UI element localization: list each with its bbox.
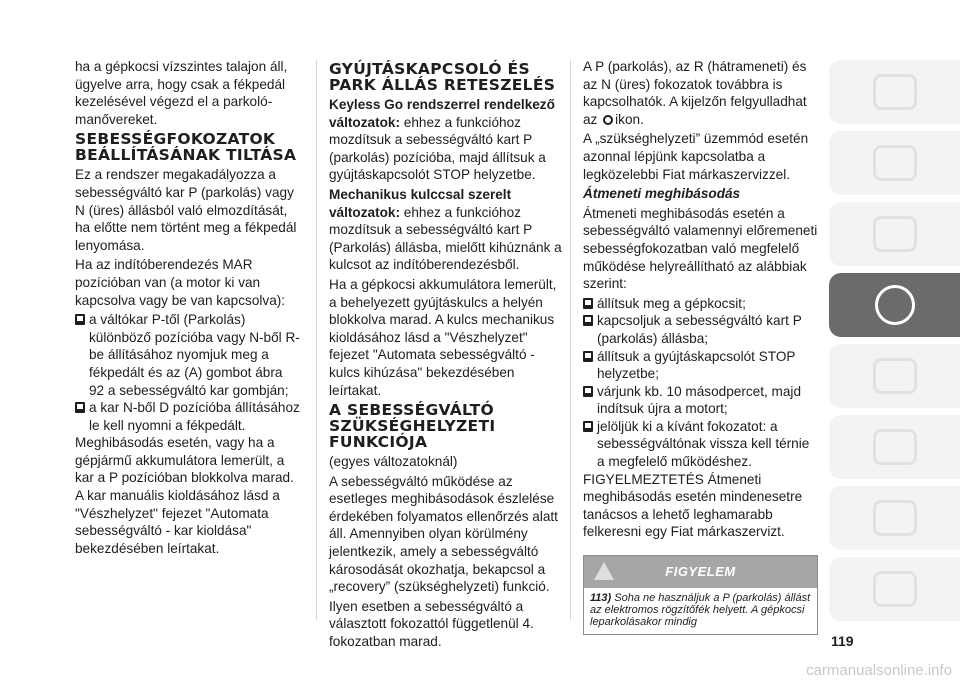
bullet-icon	[583, 386, 593, 397]
bullet-item	[75, 311, 300, 399]
bullet-text: állítsuk meg a gépkocsit;	[597, 295, 746, 311]
chapter-tab-dashboard[interactable]	[829, 60, 960, 124]
chapter-tab-safety[interactable]	[829, 202, 960, 266]
paragraph	[329, 96, 562, 184]
warning-box	[583, 555, 818, 635]
bullet-text: állítsuk a gyújtáskapcsolót STOP helyzetbe;	[597, 348, 796, 382]
bullet-item	[583, 383, 818, 418]
bullet-text: várjunk kb. 10 másodpercet, majd indítsuk újra a motort;	[597, 383, 802, 417]
subheading: Keyless Go rendszerrel rendelkező változatok:	[329, 97, 555, 130]
bullet-item	[583, 348, 818, 383]
chapter-sidebar	[829, 60, 960, 628]
car-icon	[873, 145, 917, 181]
paragraph	[329, 186, 562, 274]
paragraph	[583, 58, 818, 128]
paragraph: Ilyen esetben a sebességváltó a választott fokozattól függetlenül 4. fokozatban marad.	[329, 598, 534, 650]
chapter-tab-emergency[interactable]	[829, 344, 960, 408]
warning-triangle-icon	[594, 562, 614, 580]
chapter-tab-starting-driving[interactable]	[829, 273, 960, 337]
warning-body: Soha ne használjuk a P (parkolás) állást az elektromos rögzítőfék helyett. A gépkocsi leparkolásakor mindig	[590, 592, 811, 629]
bullet-text: a váltókar P-től (Parkolás) különböző pozícióba vagy N-ből R-be állításához nyomjuk meg a fékpedált és az (A) gombot ábra 92 a sebességváltó kar gombján;	[89, 312, 300, 398]
dashboard-icon	[873, 74, 917, 110]
paragraph: A sebességváltó működése az esetleges meghibásodások észlelése érdekében folyamatos ellenőrzés alatt áll. Amennyiben olyan körülmény jelentkezik, amely a sebességváltó károsodását okozhatja, bekapcsol a „recovery” (szükséghelyzeti) funkció.	[329, 473, 558, 595]
paragraph: Ha az indítóberendezés MAR pozícióban van (a motor ki van kapcsolva vagy be van kapcsolva):	[75, 257, 286, 308]
alphabet-index-icon	[873, 571, 917, 607]
chapter-tab-index[interactable]	[829, 557, 960, 621]
paragraph-text: ikon.	[615, 111, 644, 127]
paragraph-text: ehhez a funkcióhoz mozdítsuk a sebességváltó kart P (Parkolás) állásba, mielőtt kihúznánk a kulcsot az indítóberendezésből.	[329, 204, 562, 273]
bullet-icon	[583, 351, 593, 362]
wrench-icon	[873, 429, 917, 465]
section-heading: SEBESSÉGFOKOZATOK BEÁLLÍTÁSÁNAK TILTÁSA	[75, 130, 297, 165]
paragraph: Meghibásodás esetén, vagy ha a gépjármű akkumulátora lemerült, a kar a P pozícióban blokkolva marad. A kar manuális kioldásához lásd a "Vészhelyzet" fejezet "Automata sebességváltó - kar kioldása" bekezdésében leírtakat.	[75, 435, 294, 556]
bullet-text: a kar N-ből D pozícióba állításához le kell nyomni a fékpedált.	[89, 400, 300, 433]
chapter-tab-maintenance[interactable]	[829, 415, 960, 479]
text-column-1	[75, 58, 300, 559]
paragraph: Ez a rendszer megakadályozza a sebességváltó kar P (parkolás) vagy N (üres) állásból való elmozdítását, ha előtte nem történt meg a fékpedál lenyomása.	[75, 167, 297, 253]
warning-number: 113)	[590, 592, 612, 605]
paragraph: Átmeneti meghibásodás esetén a sebességváltó valamennyi előremeneti sebességfokozatban való megfelelő működése helyreállítható az alábbiak szerint:	[583, 205, 818, 292]
paragraph: FIGYELMEZTETÉS Átmeneti meghibásodás esetén mindenesetre tanácsos a lehető leghamarabb felkeresni egy Fiat márkaszervizt.	[583, 471, 803, 540]
paragraph: ha a gépkocsi vízszintes talajon áll, ügyelve arra, hogy csak a fékpedál kezelésével végezd el a parkoló-manővereket.	[75, 59, 288, 127]
music-note-icon	[873, 500, 917, 536]
bullet-item	[75, 399, 300, 434]
section-heading: GYÚJTÁSKAPCSOLÓ ÉS PARK ÁLLÁS RETESZELÉS	[329, 60, 556, 94]
text-column-3	[583, 58, 818, 635]
bullet-text: kapcsoljuk a sebességváltó kart P (parkolás) állásba;	[597, 313, 802, 346]
bullet-icon	[75, 402, 85, 413]
gear-warning-icon	[603, 115, 613, 125]
paragraph: A „szükséghelyzeti” üzemmód esetén azonnal lépjünk kapcsolatba a legközelebbi Fiat márkaszervizzel.	[583, 131, 809, 182]
subheading: Átmeneti meghibásodás	[583, 186, 741, 202]
warning-header	[584, 556, 817, 588]
bullet-icon	[583, 421, 593, 432]
column-divider	[316, 60, 317, 620]
bullet-icon	[583, 298, 593, 309]
bullet-item	[583, 295, 818, 313]
warning-road-icon	[873, 358, 917, 394]
watermark: carmanualsonline.info	[806, 662, 952, 679]
chapter-tab-multimedia[interactable]	[829, 486, 960, 550]
column-divider	[570, 60, 571, 620]
steering-wheel-icon	[875, 285, 915, 325]
bullet-item	[583, 312, 818, 347]
paragraph-text: ehhez a funkcióhoz mozdítsuk a sebességváltó kart P (parkolás) pozícióba, majd állítsuk a gyújtáskapcsolót STOP helyzetbe.	[329, 114, 546, 183]
bullet-item	[583, 418, 818, 471]
bullet-text: jelöljük ki a kívánt fokozatot: a sebességváltónak vissza kell térnie a megfelelő működéshez.	[597, 418, 810, 470]
bullet-icon	[75, 314, 85, 325]
paragraph-text: A P (parkolás), az R (hátrameneti) és az N (üres) fokozatok továbbra is kapcsolhatók. A kijelzőn felgyulladhat az	[583, 59, 807, 127]
subheading: Mechanikus kulccsal szerelt változatok:	[329, 186, 512, 220]
seatbelt-icon	[873, 216, 917, 252]
paragraph: (egyes változatoknál)	[329, 454, 458, 470]
page-number: 119	[831, 633, 854, 649]
warning-title: FIGYELEM	[665, 564, 736, 580]
bullet-icon	[583, 315, 593, 326]
section-heading: A SEBESSÉGVÁLTÓ SZÜKSÉGHELYZETI FUNKCIÓJA	[329, 401, 496, 452]
text-column-2	[329, 58, 562, 653]
paragraph: Ha a gépkocsi akkumulátora lemerült, a behelyezett gyújtáskulcs a helyén blokkolva marad. A kulcs mechanikus kioldásához lásd a "Vészhelyzet" fejezet "Automata sebességváltó - kulcs kihúzása" bekezdésében leírtakat.	[329, 276, 557, 398]
warning-text	[584, 588, 817, 634]
chapter-tab-vehicle[interactable]	[829, 131, 960, 195]
